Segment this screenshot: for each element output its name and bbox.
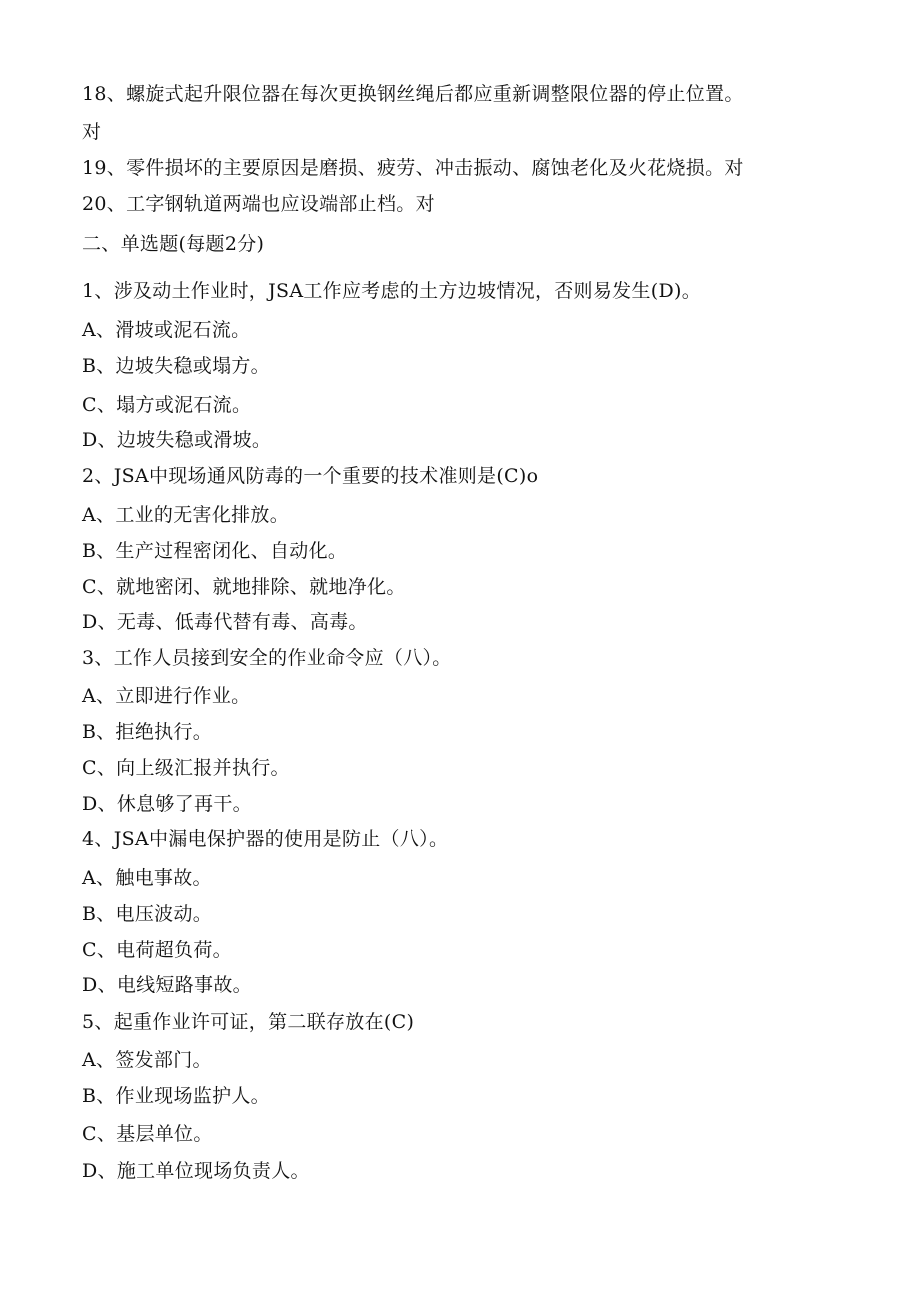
option-a: A、触电事故。 xyxy=(82,867,212,889)
option-d: D、电线短路事故。 xyxy=(82,974,252,996)
option-c: C、电荷超负荷。 xyxy=(82,939,232,961)
option-d: D、无毒、低毒代替有毒、高毒。 xyxy=(82,611,368,633)
question-5: 5、起重作业许可证，第二联存放在(C) xyxy=(82,1011,415,1033)
question-1: 1、涉及动土作业时，JSA工作应考虑的土方边坡情况，否则易发生(D)。 xyxy=(82,280,702,302)
option-a: A、立即进行作业。 xyxy=(82,685,251,707)
option-c: C、就地密闭、就地排除、就地净化。 xyxy=(82,576,406,598)
option-b: B、生产过程密闭化、自动化。 xyxy=(82,540,348,562)
option-c: C、塌方或泥石流。 xyxy=(82,394,252,416)
question-18: 18、螺旋式起升限位器在每次更换钢丝绳后都应重新调整限位器的停止位置。 xyxy=(82,83,744,105)
option-a: A、工业的无害化排放。 xyxy=(82,504,290,526)
option-c: C、基层单位。 xyxy=(82,1123,213,1145)
option-d: D、施工单位现场负责人。 xyxy=(82,1160,310,1182)
question-19: 19、零件损坏的主要原因是磨损、疲劳、冲击振动、腐蚀老化及火花烧损。对 xyxy=(82,157,744,179)
option-d: D、休息够了再干。 xyxy=(82,793,252,815)
option-b: B、拒绝执行。 xyxy=(82,721,213,743)
question-2: 2、JSA中现场通风防毒的一个重要的技术准则是(C)o xyxy=(82,465,539,487)
question-4: 4、JSA中漏电保护器的使用是防止（八）。 xyxy=(82,828,449,850)
section-heading: 二、单选题(每题2分) xyxy=(82,233,265,255)
option-d: D、边坡失稳或滑坡。 xyxy=(82,429,272,451)
option-a: A、滑坡或泥石流。 xyxy=(82,319,251,341)
option-a: A、签发部门。 xyxy=(82,1049,212,1071)
question-18-answer: 对 xyxy=(82,121,102,143)
option-b: B、边坡失稳或塌方。 xyxy=(82,355,270,377)
question-20: 20、工字钢轨道两端也应设端部止档。对 xyxy=(82,193,435,215)
option-c: C、向上级汇报并执行。 xyxy=(82,757,290,779)
question-3: 3、工作人员接到安全的作业命令应（八）。 xyxy=(82,647,452,669)
option-b: B、作业现场监护人。 xyxy=(82,1085,270,1107)
option-b: B、电压波动。 xyxy=(82,903,213,925)
